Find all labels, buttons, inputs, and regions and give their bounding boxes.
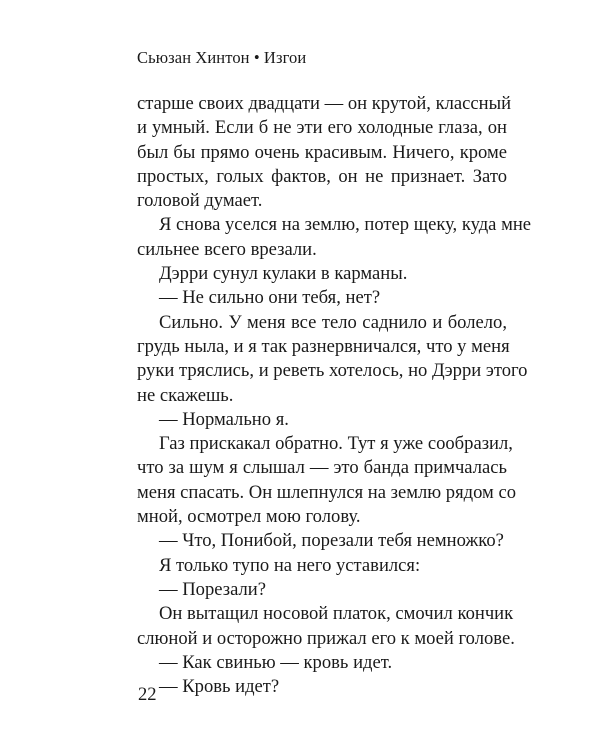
running-head: Сьюзан Хинтон • Изгои bbox=[137, 48, 307, 67]
text-line: был бы прямо очень красивым. Ничего, кроме bbox=[137, 141, 507, 163]
text-line: головой думает. bbox=[137, 190, 263, 212]
page-number: 22 bbox=[138, 684, 157, 705]
text-line: Дэрри сунул кулаки в карманы. bbox=[159, 263, 408, 285]
text-line: Я только тупо на него уставился: bbox=[159, 554, 421, 576]
text-line: меня спасать. Он шлепнулся на землю рядом со bbox=[137, 481, 517, 503]
text-line: грудь ныла, и я так разнервничался, что у меня bbox=[137, 335, 510, 357]
text-line: Сильно. У меня все тело саднило и болело, bbox=[159, 311, 507, 333]
text-line: слюной и осторожно прижал его к моей голове. bbox=[137, 627, 515, 649]
text-line: Газ прискакал обратно. Тут я уже сообразил, bbox=[159, 433, 513, 455]
text-line: — Кровь идет? bbox=[159, 676, 280, 698]
text-line: не скажешь. bbox=[137, 384, 234, 406]
text-line: что за шум я слышал — это банда примчалась bbox=[137, 457, 507, 479]
text-line: мной, осмотрел мою голову. bbox=[137, 506, 361, 528]
text-line: Я снова уселся на землю, потер щеку, куда мне bbox=[159, 214, 532, 236]
text-line: — Порезали? bbox=[159, 578, 266, 600]
text-line: — Как свинью — кровь идет. bbox=[159, 651, 393, 673]
text-line: — Нормально я. bbox=[159, 408, 289, 430]
text-line: старше своих двадцати — он крутой, классный bbox=[137, 93, 512, 114]
text-line: — Не сильно они тебя, нет? bbox=[159, 287, 381, 309]
text-line: Он вытащил носовой платок, смочил кончик bbox=[159, 603, 514, 625]
body-text bbox=[137, 92, 532, 699]
text-line: сильнее всего врезали. bbox=[137, 238, 317, 260]
text-line: руки тряслись, и реветь хотелось, но Дэрри этого bbox=[137, 360, 528, 382]
text-line: — Что, Понибой, порезали тебя немножко? bbox=[159, 530, 504, 552]
text-line: и умный. Если б не эти его холодные глаза, он bbox=[137, 117, 507, 139]
text-line: простых, голых фактов, он не признает. Зато bbox=[137, 165, 507, 187]
